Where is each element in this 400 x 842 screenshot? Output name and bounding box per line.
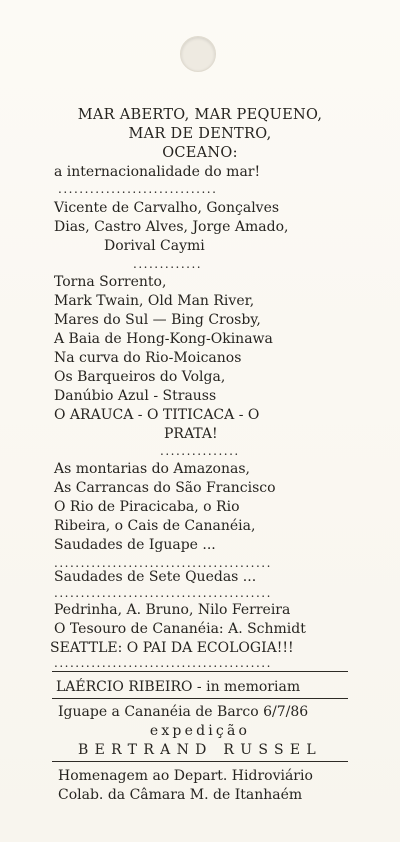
rivers-line-2: As Carrancas do São Francisco [54,480,276,496]
songs-line-5: Na curva do Rio-Moicanos [54,350,242,366]
dotted-separator: ......................................... [54,656,272,670]
trip-line: Iguape a Cananéia de Barco 6/7/86 [58,704,309,720]
punch-hole [180,36,216,72]
poets-line-2: Dias, Castro Alves, Jorge Amado, [54,219,289,235]
songs-line-9: PRATA! [164,426,218,442]
rivers-line-5: Saudades de Iguape ... [54,537,216,553]
songs-line-8: O ARAUCA - O TITICACA - O [54,407,260,423]
horizontal-rule [52,698,348,699]
rivers-line-3: O Rio de Piracicaba, o Rio [54,499,240,515]
poets-line-3: Dorival Caymi [104,238,205,254]
rivers-line-4: Ribeira, o Cais de Cananéia, [54,518,256,534]
names-line-1: Pedrinha, A. Bruno, Nilo Ferreira [54,602,291,618]
title-line-1: MAR ABERTO, MAR PEQUENO, [77,107,323,123]
names-line-3: SEATTLE: O PAI DA ECOLOGIA!!! [50,640,294,656]
songs-line-3: Mares do Sul — Bing Crosby, [54,312,261,328]
songs-line-6: Os Barqueiros do Volga, [54,369,226,385]
songs-line-7: Danúbio Azul - Strauss [54,388,217,404]
sete-quedas-line: Saudades de Sete Quedas ... [54,569,257,585]
dotted-separator: ......................................... [54,586,272,600]
title-line-2: MAR DE DENTRO, [128,126,272,142]
subtitle: a internacionalidade do mar! [54,164,261,180]
horizontal-rule [52,761,348,762]
dotted-separator: ......................................... [54,556,272,570]
dotted-separator: .............................. [58,182,218,196]
rivers-line-1: As montarias do Amazonas, [54,461,250,477]
dotted-separator: ............... [160,444,240,458]
tribute-line-1: Homenagem ao Depart. Hidroviário [58,768,313,784]
expedition-name: BERTRAND RUSSEL [77,742,322,758]
songs-line-2: Mark Twain, Old Man River, [54,293,255,309]
dotted-separator: ............. [133,257,203,271]
horizontal-rule [52,671,348,672]
title-line-3: OCEANO: [162,145,238,161]
expedition-label: expedição [149,723,251,739]
memorial-line: LAÉRCIO RIBEIRO - in memoriam [56,679,301,695]
poets-line-1: Vicente de Carvalho, Gonçalves [54,200,280,216]
songs-line-1: Torna Sorrento, [54,274,167,290]
songs-line-4: A Baia de Hong-Kong-Okinawa [54,331,273,347]
names-line-2: O Tesouro de Cananéia: A. Schmidt [54,621,306,637]
tribute-line-2: Colab. da Câmara M. de Itanhaém [58,787,303,803]
